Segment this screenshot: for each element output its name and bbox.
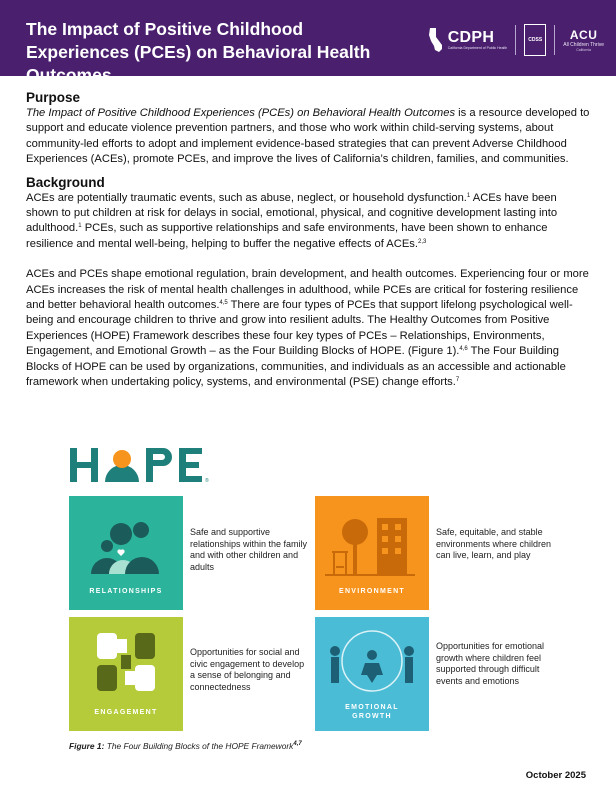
cdph-logo xyxy=(428,27,508,53)
cdph-logo-text: CDPH xyxy=(447,29,495,46)
relationships-tile xyxy=(69,496,183,610)
emotional-growth-description: Opportunities for emotional growth where children feel supported through difficult events and emotions xyxy=(436,641,545,686)
emotional-growth-tile xyxy=(315,617,429,731)
cdss-logo: CDSS xyxy=(524,24,546,56)
main-content xyxy=(26,89,592,391)
caption-citation: 4,7 xyxy=(293,741,302,747)
citation: 4,6 xyxy=(459,346,468,353)
acu-logo xyxy=(563,29,604,52)
page-title: The Impact of Positive Childhood Experiences (PCEs) on Behavioral Health Outcomes xyxy=(26,19,371,85)
logo-divider xyxy=(515,25,516,55)
partner-logos xyxy=(428,22,604,58)
page-header xyxy=(0,0,616,85)
cdph-logo-subtext: California Department of Public Health xyxy=(447,46,508,50)
text-run: ACEs are potentially traumatic events, such as abuse, neglect, or household dysfunction. xyxy=(26,191,467,204)
emotional-growth-label xyxy=(315,703,429,721)
environment-tile xyxy=(315,496,429,610)
purpose-title-italic: The Impact of Positive Childhood Experiences (PCEs) on Behavioral Health Outcomes xyxy=(26,107,456,119)
purpose-body: is a resource developed to support and educate violence prevention partners, and those who work within child-serving systems, about community-led efforts to adopt and implement evidence-based strategies that can prevent Adverse Childhood Experiences (ACEs), promote PCEs, and improve the lives of California’s children, families, and communities. xyxy=(26,107,590,166)
citation: 4,5 xyxy=(219,300,228,307)
background-heading: Background xyxy=(26,174,105,190)
background-paragraph-1 xyxy=(26,191,592,253)
figure-caption xyxy=(69,741,302,751)
purpose-paragraph xyxy=(26,106,592,168)
family-icon xyxy=(69,496,183,586)
acu-logo-subtext: All Children Thrive xyxy=(563,41,604,48)
citation: 2,3 xyxy=(418,238,427,245)
acu-logo-text: ACU xyxy=(569,27,598,42)
engagement-label: ENGAGEMENT xyxy=(94,709,158,716)
svg-text:®: ® xyxy=(205,478,209,484)
hope-figure xyxy=(69,445,557,765)
text-run: The Four Building Blocks of HOPE can be used by organizations, communities, and individuals as an accessible and actionable framework when undertaking policy, systems, and environmental (PSE) change efforts. xyxy=(26,345,566,389)
publication-date: October 2025 xyxy=(525,770,586,781)
relationships-label: RELATIONSHIPS xyxy=(89,588,163,595)
hope-logo xyxy=(69,445,229,489)
citation: 1 xyxy=(78,223,82,230)
environment-description: Safe, equitable, and stable environments where children can live, learn, and play xyxy=(436,527,552,560)
text-run: There are four types of PCEs that support lifelong psychological well-being and encourage children to thrive and grow into resilient adults. The Healthy Outcomes from Positive Experiences (HOPE) Framework describes these four key types of PCEs – Relationships, Environments, Engagement, and Emotional Growth – as the Four Building Blocks of HOPE. (Figure 1). xyxy=(26,299,573,358)
emotional-label-line-1: EMOTIONAL xyxy=(345,704,399,711)
text-run: PCEs, such as supportive relationships and safe environments, have been shown to enhance resilience and mental well-being, helping to buffer the negative effects of ACEs. xyxy=(26,222,548,250)
engagement-tile xyxy=(69,617,183,731)
california-map-icon xyxy=(428,27,444,53)
citation: 1 xyxy=(466,192,471,199)
purpose-heading: Purpose xyxy=(26,90,81,105)
emotional-label-line-2: GROWTH xyxy=(352,713,392,720)
engagement-description: Opportunities for social and civic engagement to develop a sense of belonging and connectedness xyxy=(190,647,305,692)
citation: 7 xyxy=(455,377,460,384)
background-paragraph-2 xyxy=(26,267,592,390)
caption-text: The Four Building Blocks of the HOPE Framework xyxy=(104,741,294,751)
logo-divider xyxy=(554,25,555,55)
text-run: ACEs and PCEs shape emotional regulation, brain development, and health outcomes. Experiencing four or more ACEs increases the risk of mental health challenges in adulthood, while PCEs are critical for fostering resilience and better behavioral health outcomes. xyxy=(26,268,589,312)
environment-icon xyxy=(315,496,429,586)
hands-icon xyxy=(69,617,183,707)
text-run: ACEs have been shown to put children at risk for delays in social, emotional, physical, and cognitive development lasting into adulthood. xyxy=(26,191,558,235)
environment-label: ENVIRONMENT xyxy=(338,588,406,595)
acu-logo-tinytext: California xyxy=(576,47,592,52)
emotional-growth-icon xyxy=(315,617,429,707)
caption-label: Figure 1: xyxy=(69,741,105,751)
relationships-description: Safe and supportive relationships within the family and with other children and adults xyxy=(190,527,308,572)
